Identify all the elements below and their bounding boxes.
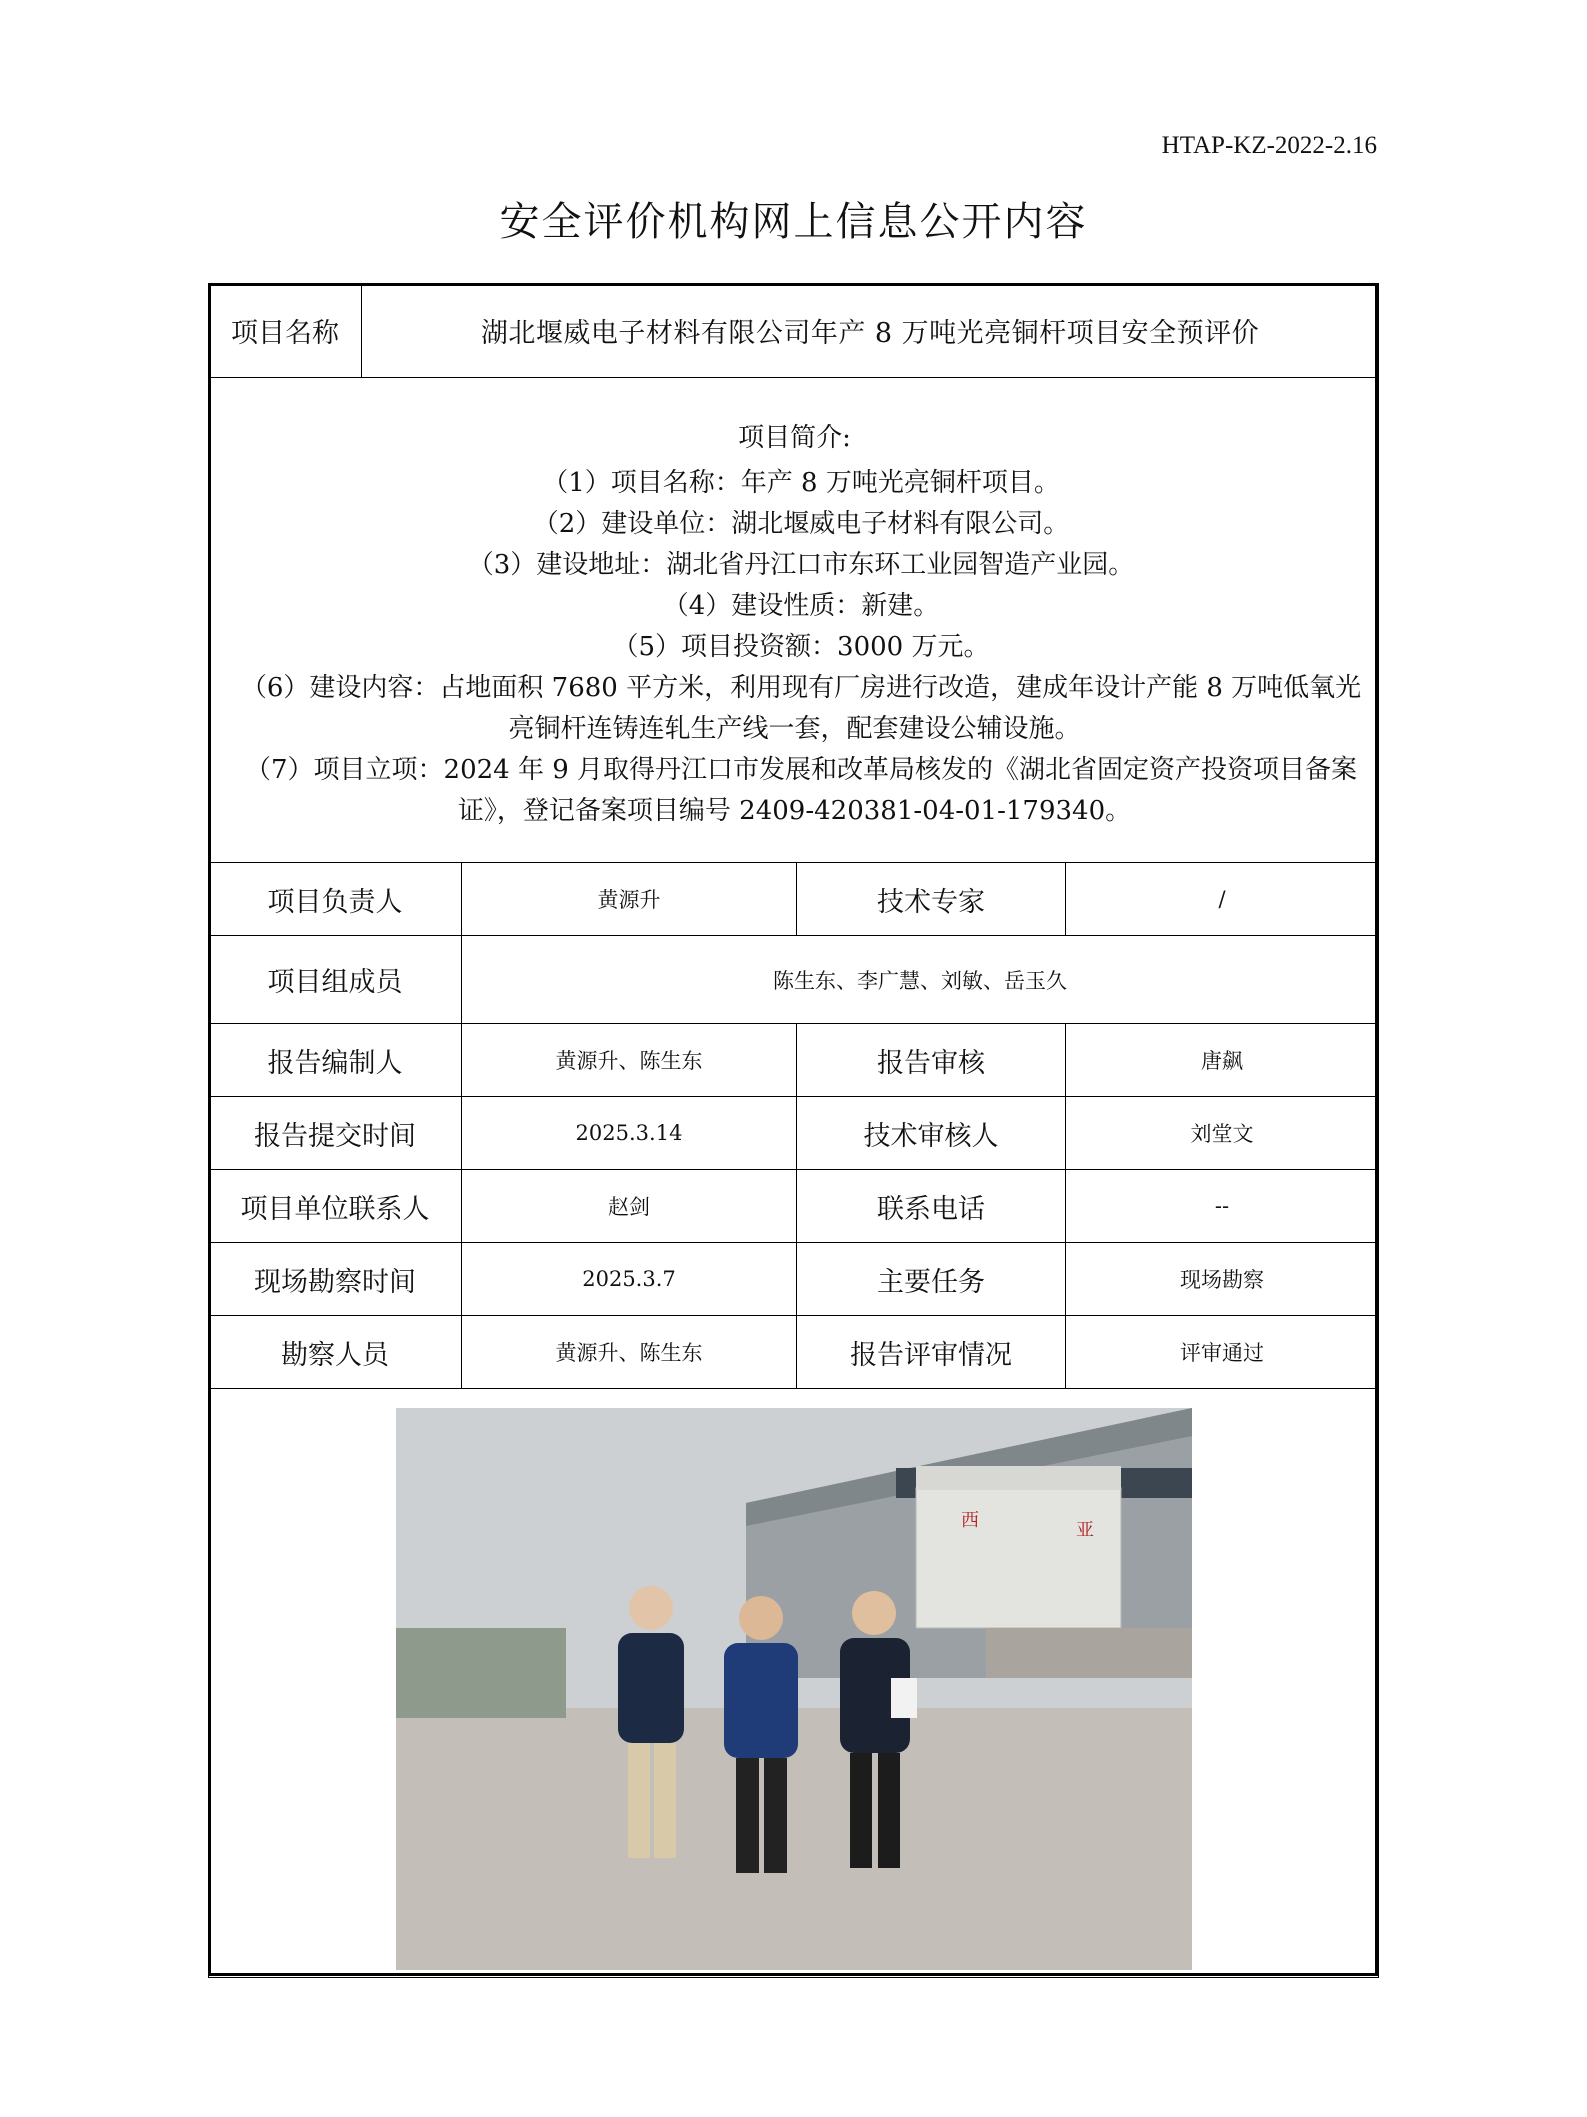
intro-item: （3）建设地址：湖北省丹江口市东环工业园智造产业园。 <box>467 550 1135 580</box>
evaluation-label: 报告评审情况 <box>797 1316 1066 1389</box>
contact-label: 项目单位联系人 <box>209 1170 462 1243</box>
phone-label: 联系电话 <box>797 1170 1066 1243</box>
surveyors-value: 黄源升、陈生东 <box>462 1316 797 1389</box>
table-outer-border <box>208 283 1378 1976</box>
leader-value: 黄源升 <box>462 863 797 936</box>
intro-item: （6）建设内容：占地面积 7680 平方米，利用现有厂房进行改造，建成年设计产能 8 万吨低氧光亮铜杆连铸连轧生产线一套，配套建设公辅设施。 <box>240 673 1362 744</box>
author-value: 黄源升、陈生东 <box>462 1024 797 1097</box>
author-label: 报告编制人 <box>209 1024 462 1097</box>
surveyors-label: 勘察人员 <box>209 1316 462 1389</box>
evaluation-value: 评审通过 <box>1066 1316 1379 1389</box>
members-value: 陈生东、李广慧、刘敏、岳玉久 <box>462 936 1379 1024</box>
tech-reviewer-label: 技术审核人 <box>797 1097 1066 1170</box>
submit-time-label: 报告提交时间 <box>209 1097 462 1170</box>
task-value: 现场勘察 <box>1066 1243 1379 1316</box>
submit-time-value: 2025.3.14 <box>462 1097 797 1170</box>
intro-item: （7）项目立项：2024 年 9 月取得丹江口市发展和改革局核发的《湖北省固定资产投资项目备案证》，登记备案项目编号 2409-420381-04-01-179340。 <box>244 755 1358 826</box>
review-value: 唐飙 <box>1066 1024 1379 1097</box>
survey-time-value: 2025.3.7 <box>462 1243 797 1316</box>
document-code: HTAP-KZ-2022-2.16 <box>1161 132 1377 159</box>
phone-value: -- <box>1066 1170 1379 1243</box>
members-label: 项目组成员 <box>209 936 462 1024</box>
intro-item: （1）项目名称：年产 8 万吨光亮铜杆项目。 <box>542 468 1060 498</box>
intro-item: （5）项目投资额：3000 万元。 <box>612 632 990 662</box>
intro-item: （4）建设性质：新建。 <box>662 591 940 621</box>
expert-value: / <box>1066 863 1379 936</box>
task-label: 主要任务 <box>797 1243 1066 1316</box>
project-name-label: 项目名称 <box>209 284 362 378</box>
leader-label: 项目负责人 <box>209 863 462 936</box>
intro-item: （2）建设单位：湖北堰威电子材料有限公司。 <box>532 509 1070 539</box>
tech-reviewer-value: 刘堂文 <box>1066 1097 1379 1170</box>
survey-time-label: 现场勘察时间 <box>209 1243 462 1316</box>
contact-value: 赵剑 <box>462 1170 797 1243</box>
review-label: 报告审核 <box>797 1024 1066 1097</box>
tower-sign-left: 西 <box>960 1510 979 1531</box>
expert-label: 技术专家 <box>797 863 1066 936</box>
intro-heading: 项目简介: <box>738 423 851 453</box>
tower-sign-right: 亚 <box>1075 1520 1094 1541</box>
page-title: 安全评价机构网上信息公开内容 <box>499 199 1088 245</box>
project-name-value: 湖北堰威电子材料有限公司年产 8 万吨光亮铜杆项目安全预评价 <box>362 284 1379 378</box>
